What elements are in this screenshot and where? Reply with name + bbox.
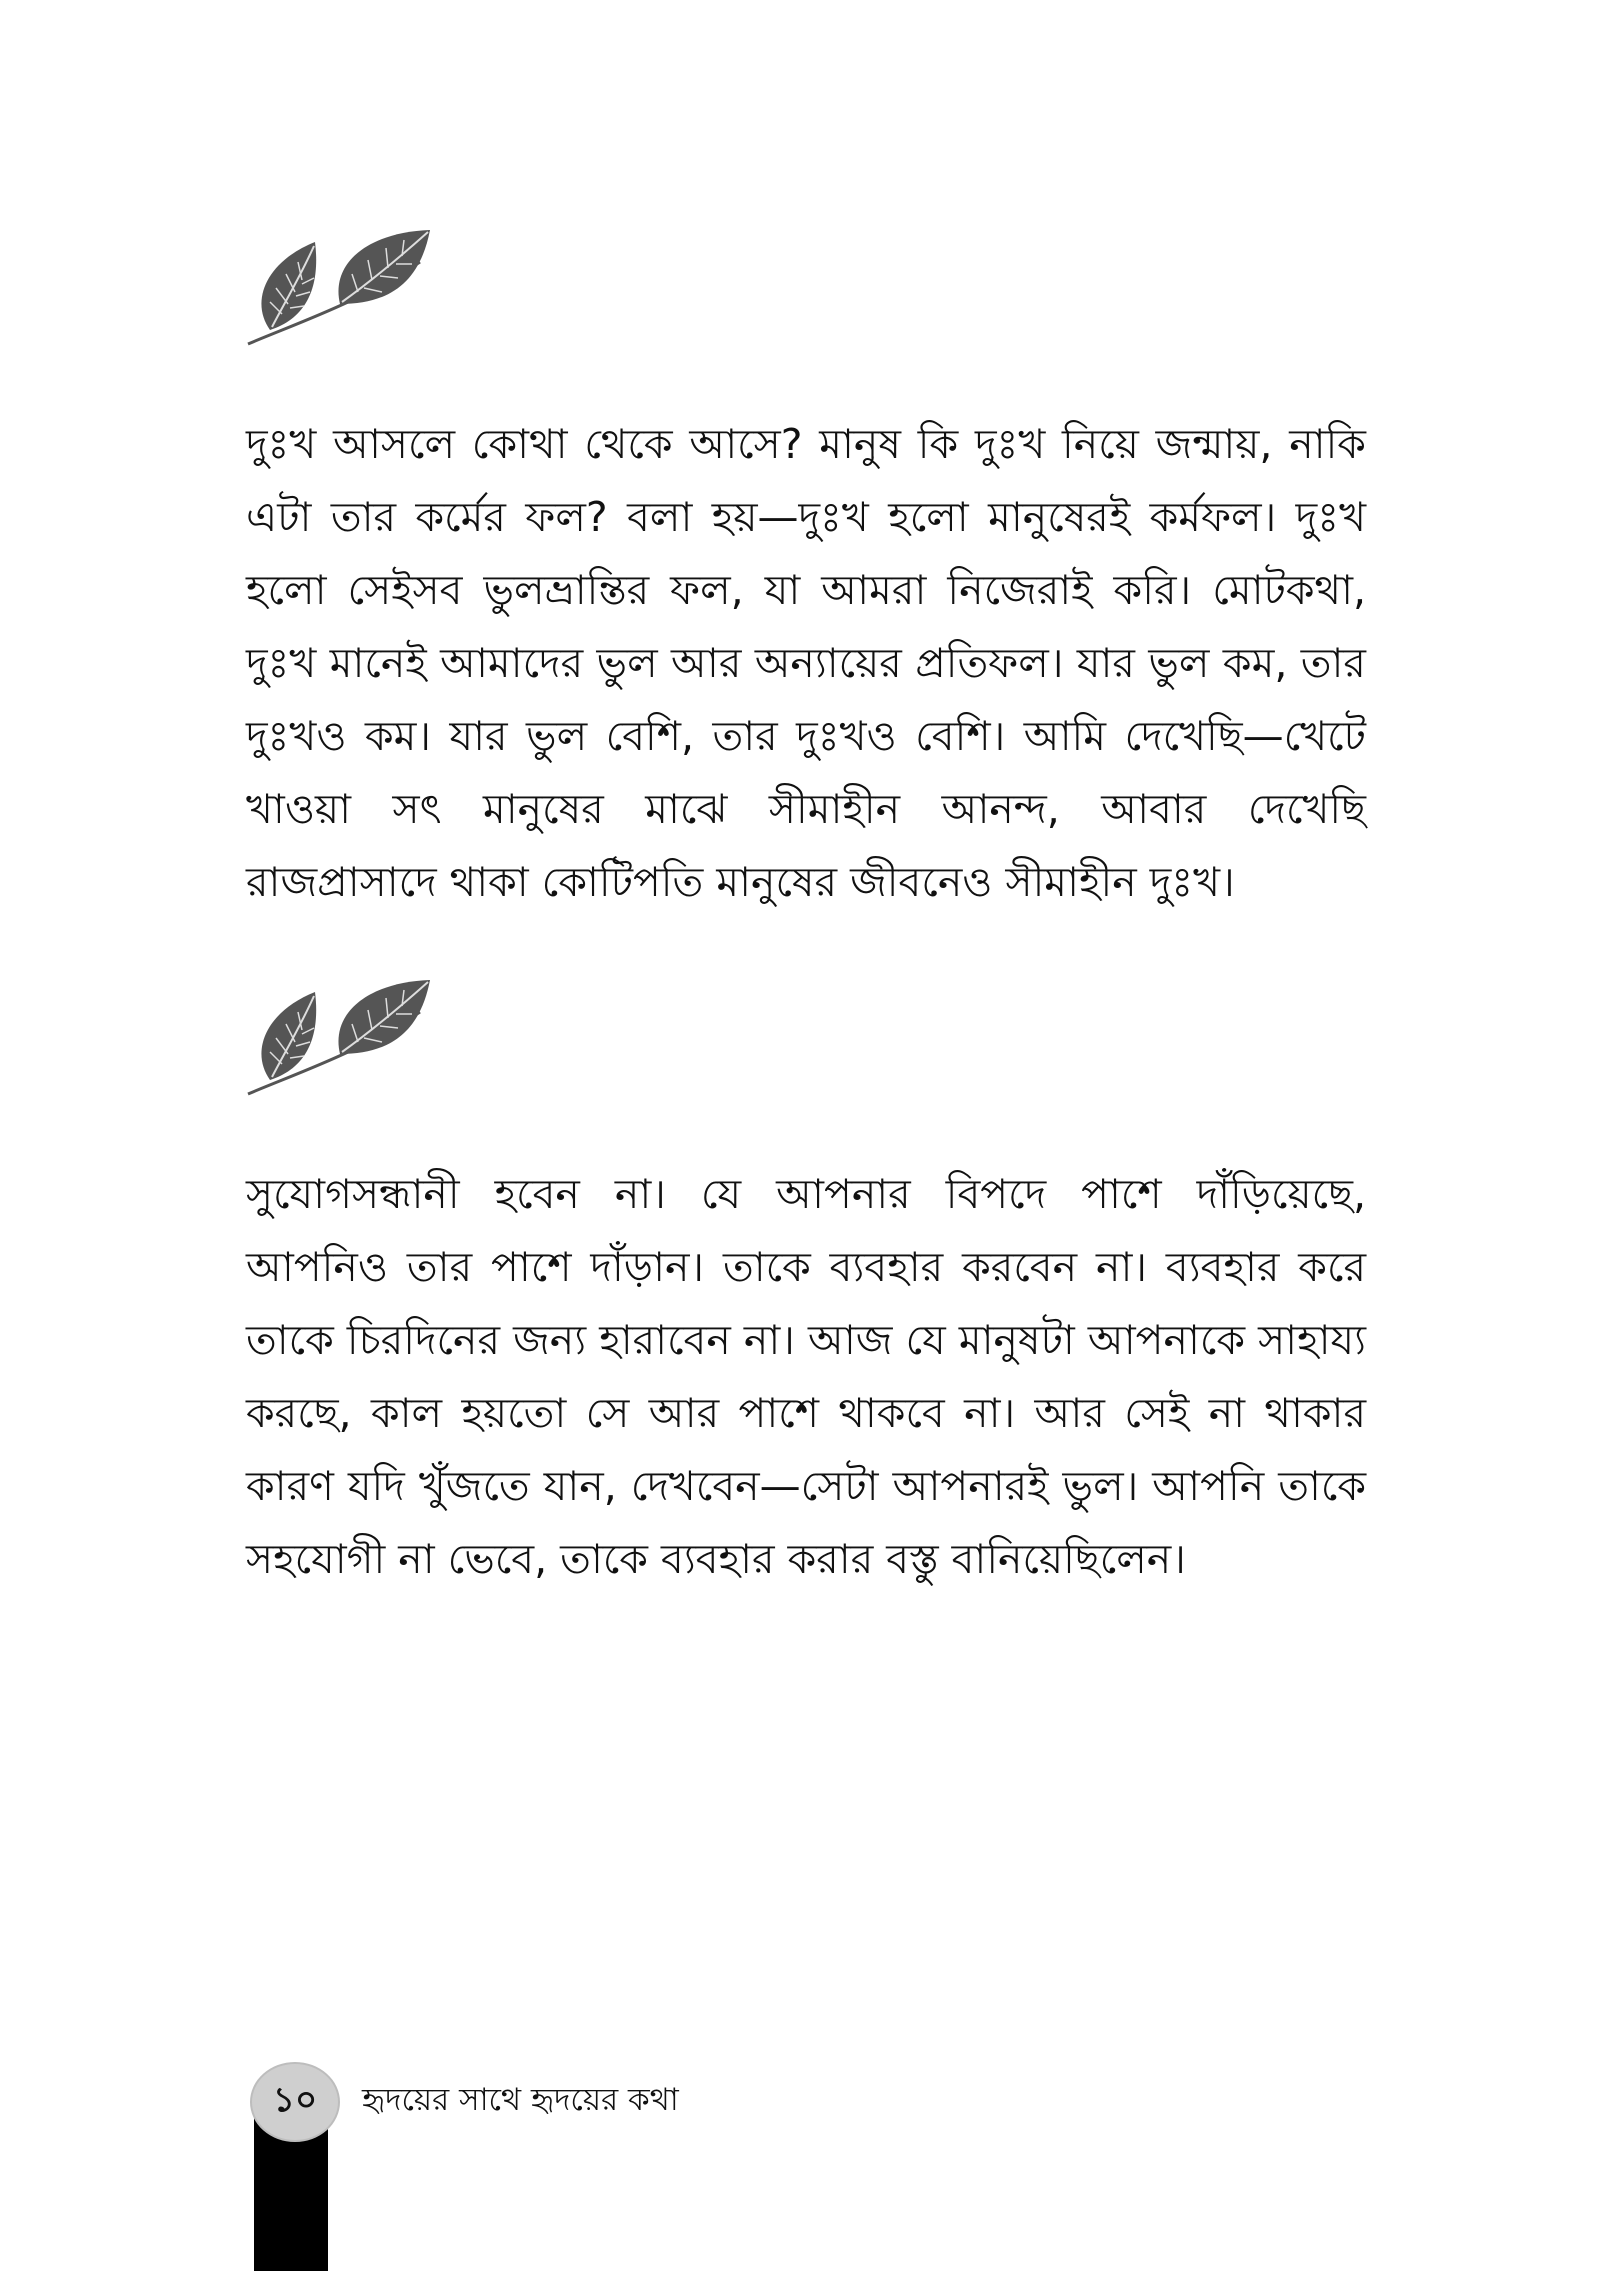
book-title: হৃদয়ের সাথে হৃদয়ের কথা <box>362 2082 679 2118</box>
paragraph: সুযোগসন্ধানী হবেন না। যে আপনার বিপদে পাশে দাঁড়িয়েছে, আপনিও তার পাশে দাঁড়ান। তাকে ব্যবহার করবেন না। ব্যবহার করে তাকে চিরদিনের জন্য হারাবেন না। আজ যে মানুষটা আপনাকে সাহায্য করছে, কাল হয়তো সে আর পাশে থাকবে না। আর সেই না থাকার কারণ যদি খুঁজতে যান, দেখবেন—সেটা আপনারই ভুল। আপনি তাকে সহযোগী না ভেবে, তাকে ব্যবহার করার বস্তু বানিয়েছিলেন। <box>246 1170 1366 1583</box>
leaf-branch-icon <box>240 222 440 352</box>
page-number: ১০ <box>250 2062 340 2142</box>
leaf-branch-icon <box>240 972 440 1102</box>
paragraph: দুঃখ আসলে কোথা থেকে আসে? মানুষ কি দুঃখ নিয়ে জন্মায়, নাকি এটা তার কর্মের ফল? বলা হয়—দুঃখ হলো মানুষেরই কর্মফল। দুঃখ হলো সেইসব ভুলভ্রান্তির ফল, যা আমরা নিজেরাই করি। মোটকথা, দুঃখ মানেই আমাদের ভুল আর অন্যায়ের প্রতিফল। যার ভুল কম, তার দুঃখও কম। যার ভুল বেশি, তার দুঃখও বেশি। আমি দেখেছি—খেটে খাওয়া সৎ মানুষের মাঝে সীমাহীন আনন্দ, আবার দেখেছি রাজপ্রাসাদে থাকা কোটিপতি মানুষের জীবনেও সীমাহীন দুঃখ। <box>246 420 1366 906</box>
